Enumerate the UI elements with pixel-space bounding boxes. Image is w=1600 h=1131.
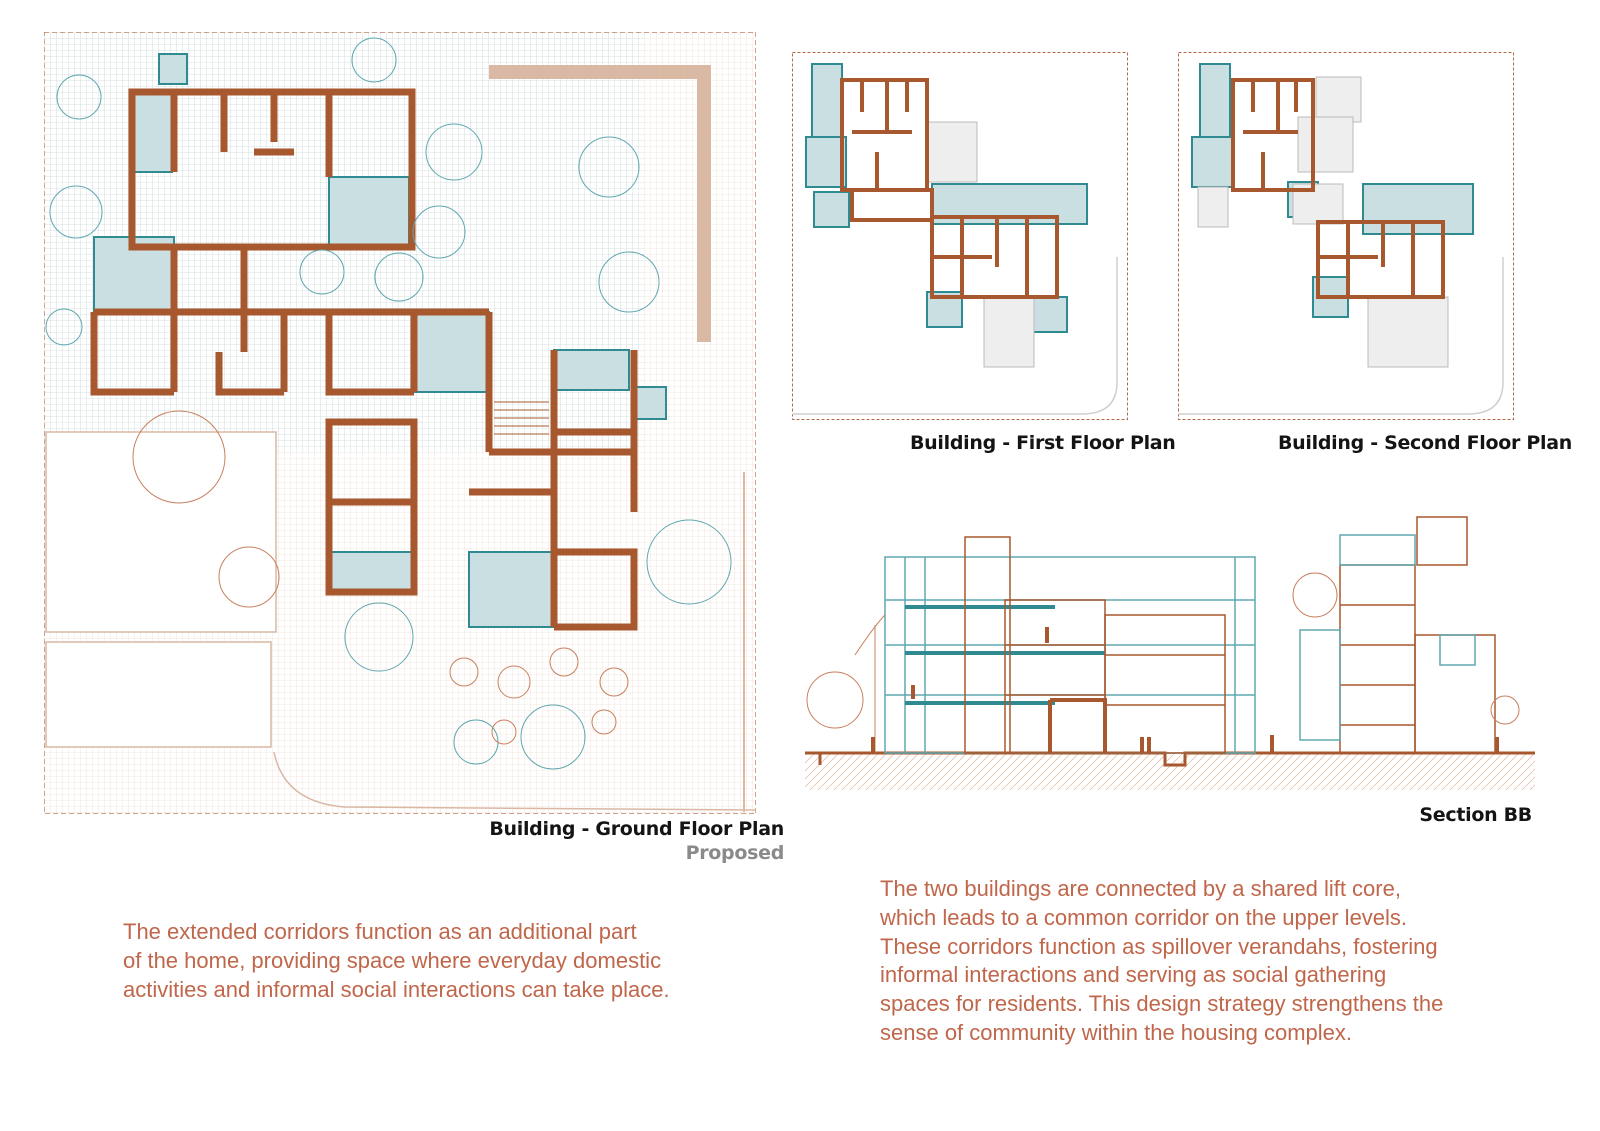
right-description-line: informal interactions and serving as social gathering	[880, 962, 1387, 988]
first-floor-plan	[792, 52, 1128, 420]
first-floor-plan-title: Building - First Floor Plan	[910, 432, 1176, 454]
left-description-line: activities and informal social interactions can take place.	[123, 976, 670, 1002]
second-floor-plan	[1178, 52, 1514, 420]
right-description-line: sense of community within the housing complex.	[880, 1019, 1353, 1045]
ground-floor-plan-status: Proposed	[685, 842, 784, 864]
ground-floor-plan-title: Building - Ground Floor Plan	[489, 818, 784, 840]
section-bb-title: Section BB	[1419, 804, 1532, 826]
ground-floor-plan	[44, 32, 756, 814]
section-bb-drawing	[805, 515, 1535, 790]
second-floor-plan-title: Building - Second Floor Plan	[1278, 432, 1572, 454]
left-description	[123, 918, 670, 1004]
right-description-line: The two buildings are connected by a shared lift core,	[880, 876, 1401, 901]
left-description-line: The extended corridors function as an additional part	[123, 919, 637, 944]
left-description-line: of the home, providing space where everyday domestic	[123, 947, 662, 973]
right-description-line: These corridors function as spillover verandahs, fostering	[880, 933, 1438, 959]
right-description-line: spaces for residents. This design strategy strengthens the	[880, 991, 1444, 1017]
right-description-line: which leads to a common corridor on the upper levels.	[880, 904, 1408, 930]
right-description	[880, 875, 1443, 1048]
